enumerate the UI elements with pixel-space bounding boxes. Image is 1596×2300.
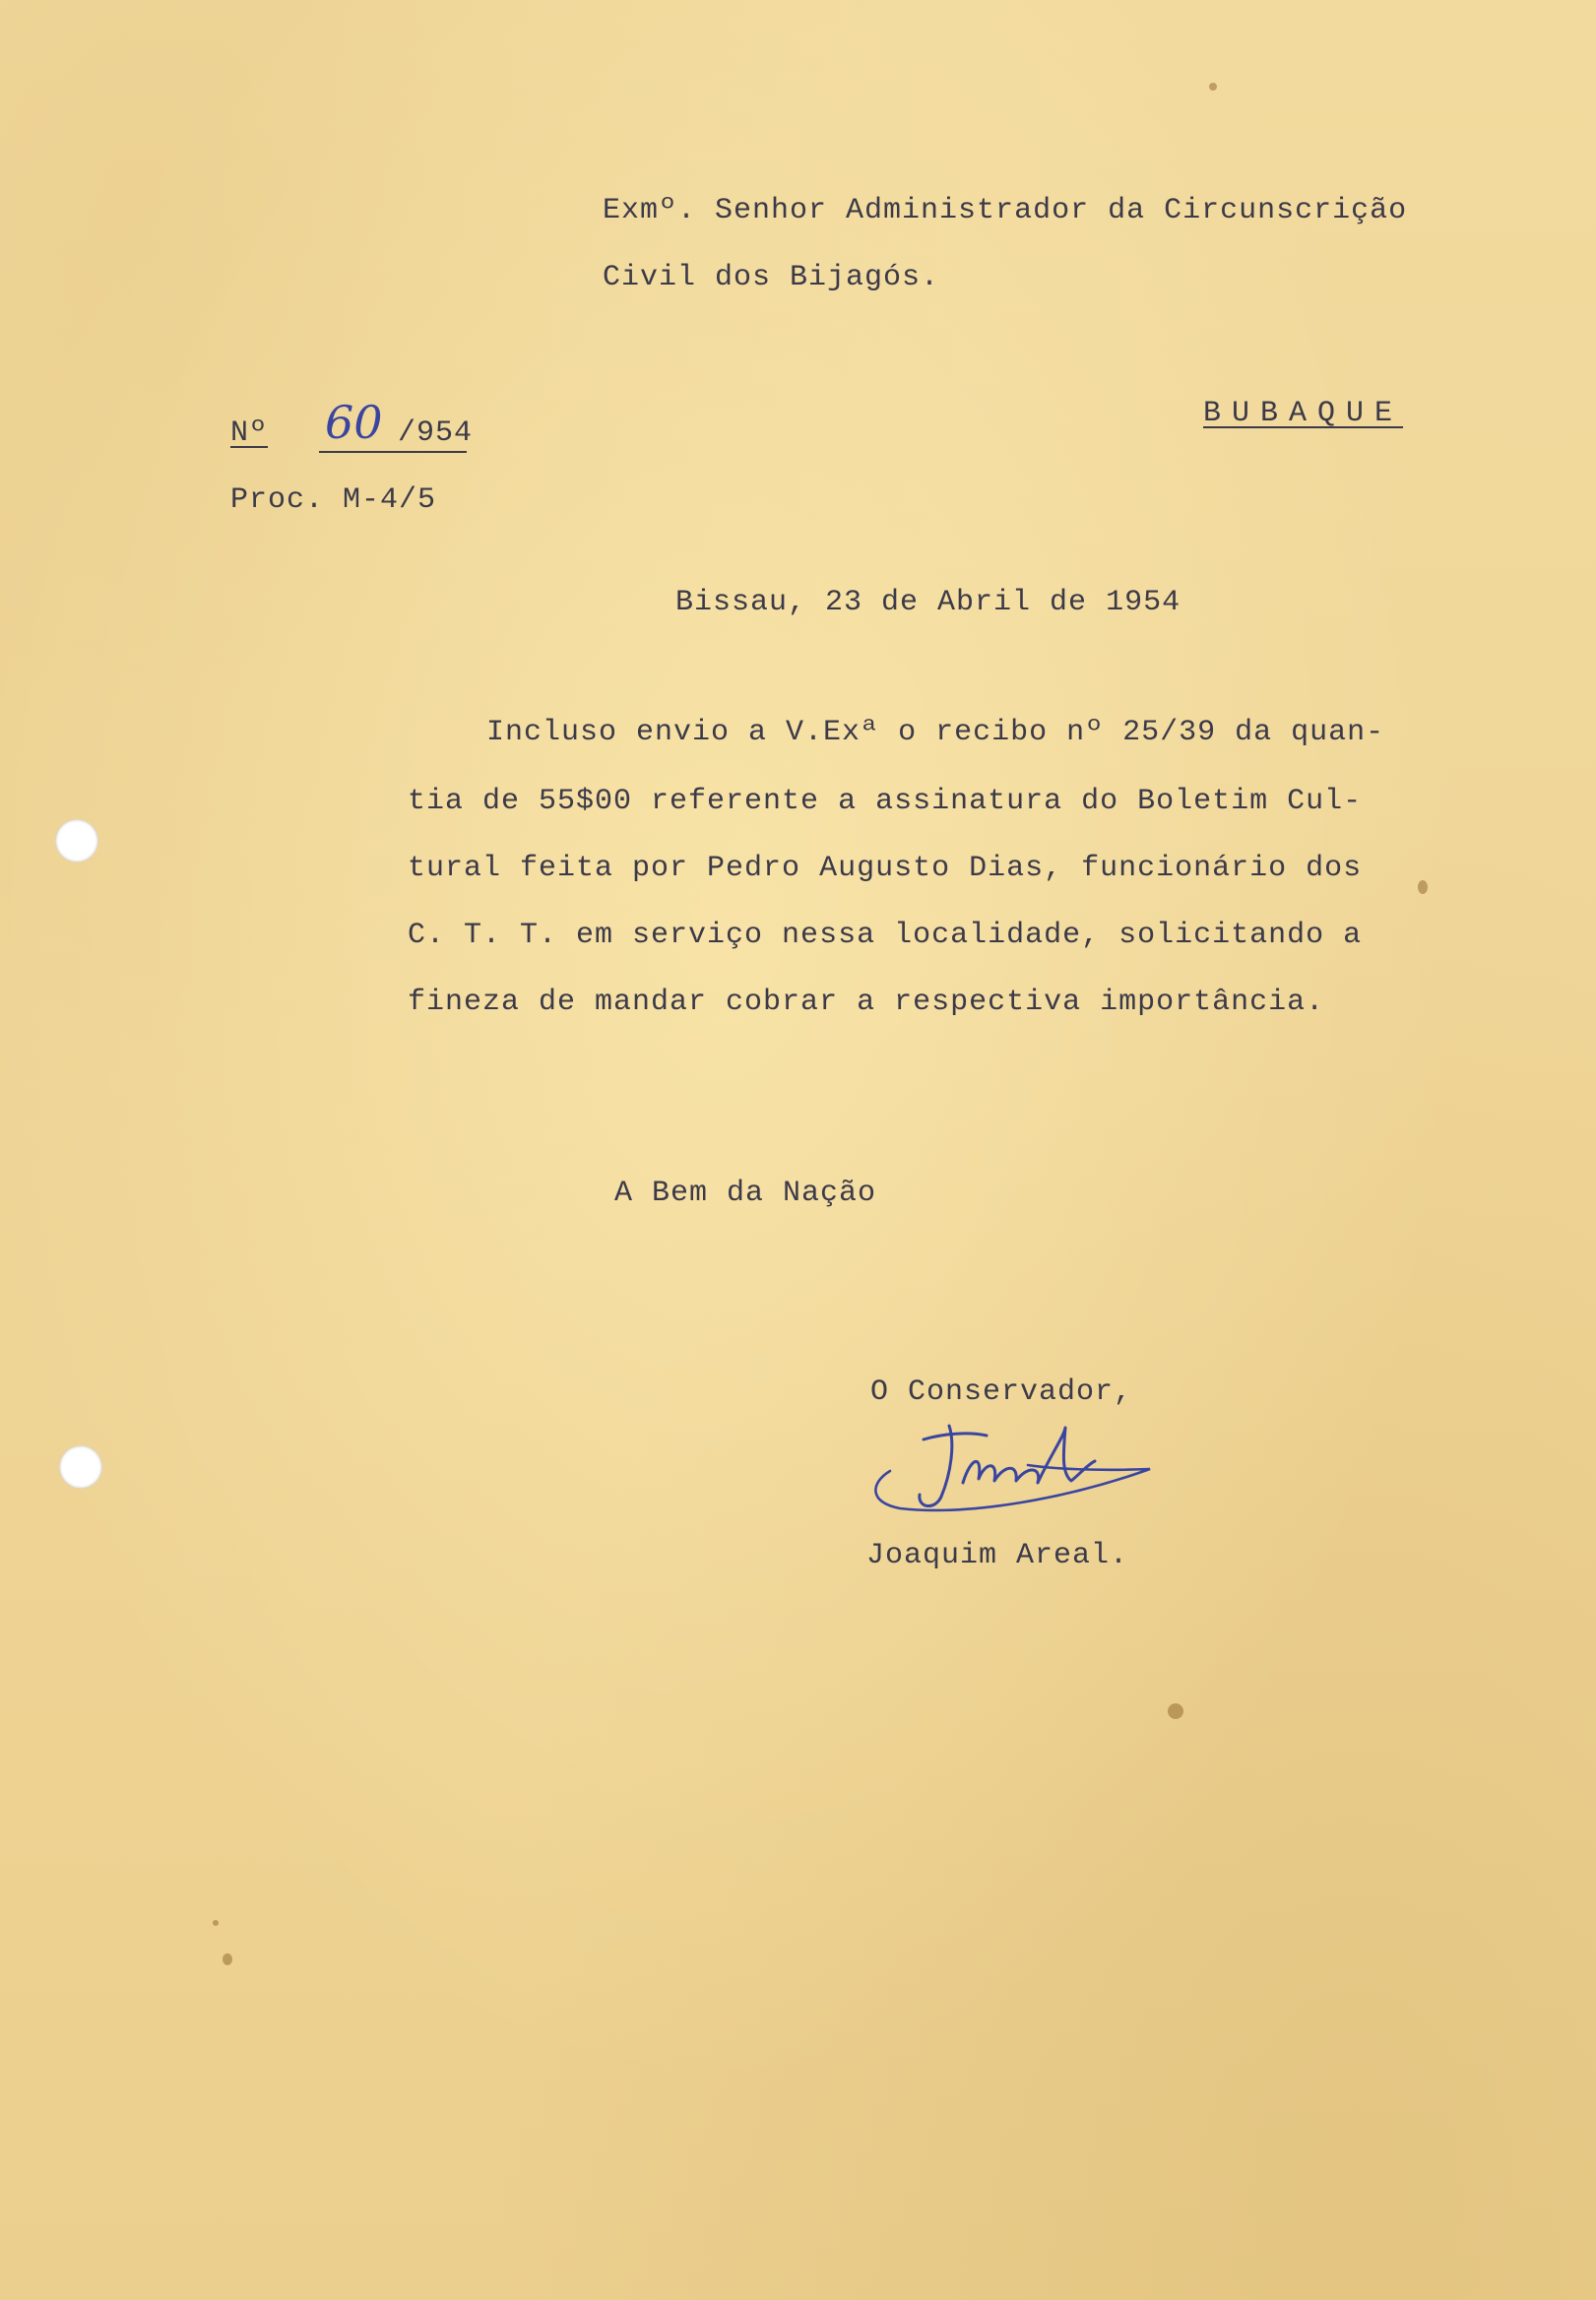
addressee-line-1: Exmº. Senhor Administrador da Circunscrição [603,194,1408,227]
signatory-name: Joaquim Areal. [866,1539,1129,1572]
reference-number-suffix: /954 [398,416,474,450]
addressee-line-2: Civil dos Bijagós. [603,261,940,294]
date-line: Bissau, 23 de Abril de 1954 [675,586,1181,619]
reference-underline [319,451,467,453]
process-reference: Proc. M-4/5 [230,483,437,517]
paper-spot [213,1920,219,1926]
reference-number-handwritten: 60 [325,396,383,449]
destination: BUBAQUE [1203,397,1404,430]
paper-spot [223,1953,232,1965]
body-line-4: C. T. T. em serviço nessa localidade, solicitando a [408,919,1363,952]
handwritten-signature [861,1414,1166,1522]
paper-spot [1168,1703,1183,1719]
reference-number-label: Nº [230,416,269,450]
paper-spot [1209,83,1217,91]
body-line-3: tural feita por Pedro Augusto Dias, funcionário dos [408,852,1363,885]
body-line-5: fineza de mandar cobrar a respectiva importância. [408,986,1325,1019]
punch-hole-top [55,819,98,862]
paper-spot [1418,880,1428,894]
body-line-1: Incluso envio a V.Exª o recibo nº 25/39 da quan- [486,716,1385,749]
signatory-title: O Conservador, [870,1375,1133,1409]
body-line-2: tia de 55$00 referente a assinatura do Boletim Cul- [408,785,1363,818]
punch-hole-bottom [59,1445,102,1489]
closing-formula: A Bem da Nação [614,1177,877,1210]
